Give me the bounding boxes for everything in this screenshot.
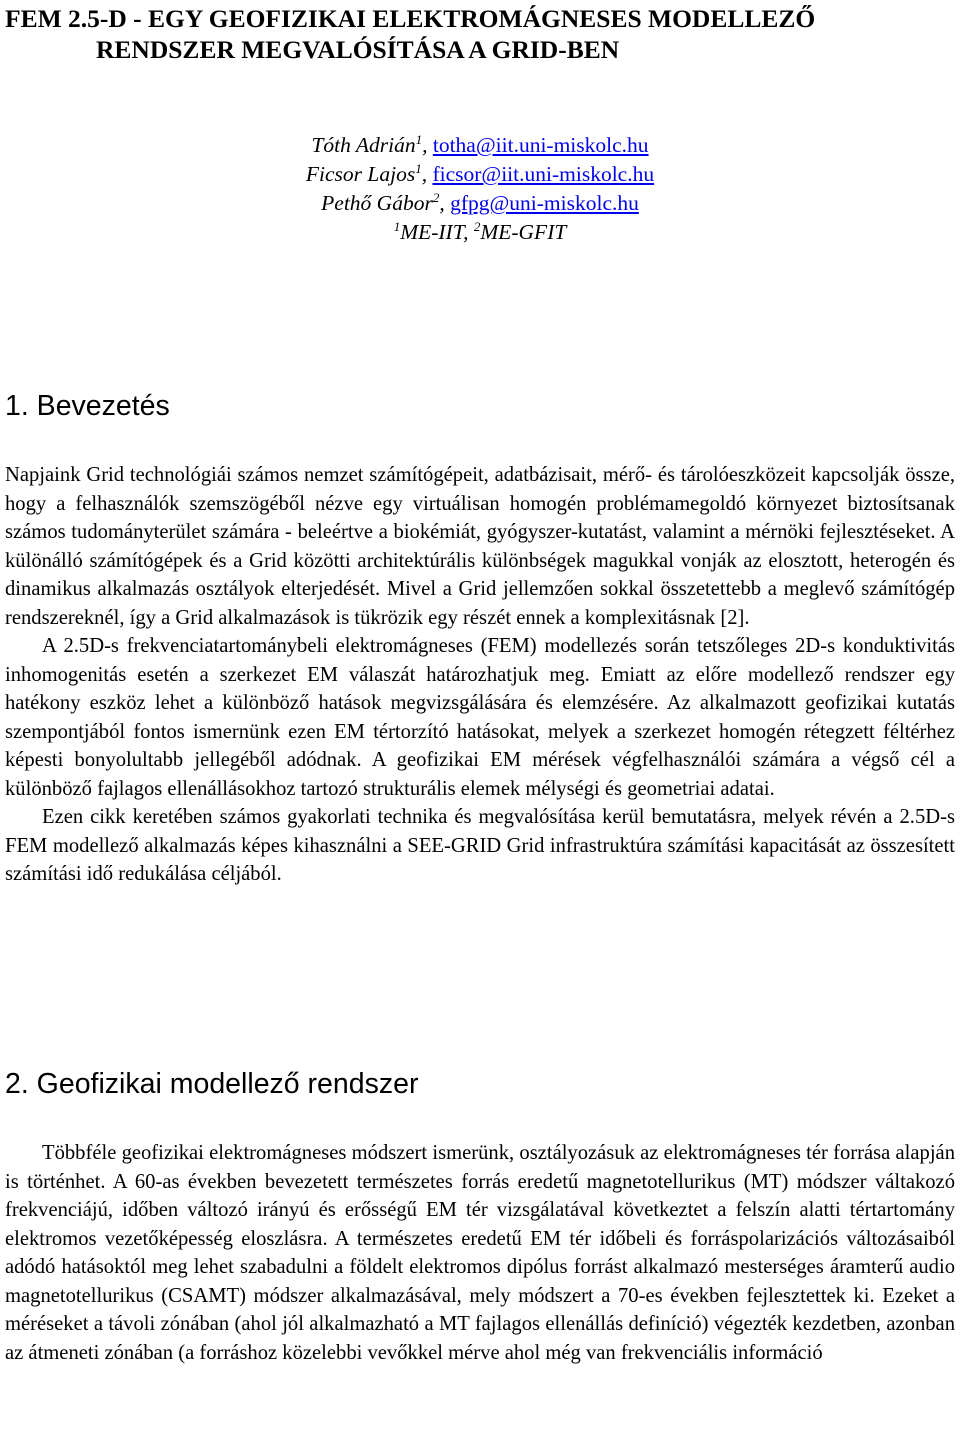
author-affiliation-mark: 2 — [432, 189, 440, 205]
author-separator: , — [421, 162, 433, 186]
affiliation-mark: 1 — [393, 218, 401, 234]
author-separator: , — [422, 133, 433, 157]
section-body-introduction — [5, 461, 955, 889]
author-email-link[interactable]: ficsor@iit.uni-miskolc.hu — [432, 162, 655, 186]
author-email-link[interactable]: totha@iit.uni-miskolc.hu — [432, 133, 649, 157]
affiliation-mark: 2 — [473, 218, 481, 234]
section-heading-modeling-system: 2. Geofizikai modellező rendszer — [5, 1068, 419, 1100]
paragraph: Többféle geofizikai elektromágneses módszert ismerünk, osztályozásuk az elektromágneses tér forrása alapján is történhet. A 60-as években bevezetett természetes forrás eredetű magnetotellurikus (MT) módszer váltakozó frekvenciájú, időben változó irányú és erősségű EM tér vizsgálatával következtet a felszín alatti tértartomány elektromos vezetőképesség eloszlásra. A természetes eredetű EM tér időbeli és forráspolarizációs változásaiból adódó hatásoktól meg lehet szabadulni a földelt elektromos dipólus forrást alkalmazó mesterséges áramterű audio magnetotellurikus (CSAMT) módszer alkalmazásával, mely módszert a 70-es években fejlesztettek ki. Ezeket a méréseket a távoli zónában (ahol jól alkalmazható a MT fajlagos ellenállás definíció) végezték kezdetben, azonban az átmeneti zónában (a forráshoz közelebbi vevőkkel mérve ahol még van frekvenciális információ — [5, 1142, 955, 1364]
author-affiliation-mark: 1 — [415, 131, 423, 147]
author-name: Ficsor Lajos — [305, 162, 416, 186]
author-name: Pethő Gábor — [321, 191, 433, 215]
paragraph: A 2.5D-s frekvenciatartománybeli elektromágneses (FEM) modellezés során tetszőleges 2D-s konduktivitás inhomogenitás esetén a szerkezet EM válaszát határozhatjuk meg. Emiatt az előre modellező rendszer egy hatékony eszköz lehet a különböző hatások megvizsgálására és elemzésére. Az alkalmazott geofizikai kutatás szempontjából fontos ismernünk ezen EM tértorzító hatásokat, melyek a szerkezet homogén rétegzett féltérhez képesti bonyolultabb jellegéből adódnak. A geofizikai EM mérések végfelhasználói számára a végső cél a különböző fajlagos ellenállásokhoz tartozó strukturális elemek mélységi és geometriai adatai. — [5, 635, 955, 800]
author-email-link[interactable]: gfpg@uni-miskolc.hu — [450, 191, 639, 215]
paper-title — [5, 3, 955, 65]
author-name: Tóth Adrián — [311, 133, 416, 157]
author-separator: , — [439, 191, 451, 215]
author-affiliation-mark: 1 — [415, 160, 422, 176]
document-page — [5, 0, 955, 1432]
author-line — [5, 131, 955, 160]
paragraph: Napjaink Grid technológiái számos nemzet számítógépeit, adatbázisait, mérő- és tárolóeszközeit kapcsolják össze, hogy a felhasználók szemszögéből nézve egy virtuálisan homogén problémamegoldó környezet biztosítsanak számos tudományterület számára - beleértve a biokémiát, gyógyszer-kutatást, valamint a mérnöki fejlesztéseket. A különálló számítógépek és a Grid közötti architektúrális különbségek magukkal vonják az elosztott, heterogén és dinamikus alkalmazás osztályok elterjedését. Mivel a Grid jellemzően sokkal összetettebb a meglevő számítógép rendszereknél, így a Grid alkalmazások is tükrözik egy részét ennek a komplexitásnak [2]. — [5, 464, 955, 629]
author-line — [5, 189, 955, 218]
author-line — [5, 160, 955, 189]
title-line: FEM 2.5-D - EGY GEOFIZIKAI ELEKTROMÁGNESES MODELLEZŐ — [5, 4, 816, 33]
affiliation-name: ME-GFIT — [480, 220, 567, 244]
author-block — [5, 131, 955, 247]
affiliation-name: ME-IIT, — [400, 220, 474, 244]
affiliation-line — [5, 218, 955, 247]
paragraph: Ezen cikk keretében számos gyakorlati technika és megvalósítása kerül bemutatásra, melyek révén a 2.5D-s FEM modellező alkalmazás képes kihasználni a SEE-GRID Grid infrastruktúra számítási kapacitását az összesített számítási idő redukálása céljából. — [5, 806, 955, 885]
section-body-modeling-system — [5, 1139, 955, 1367]
title-line: RENDSZER MEGVALÓSÍTÁSA A GRID-BEN — [96, 35, 620, 64]
section-heading-introduction: 1. Bevezetés — [5, 390, 170, 422]
